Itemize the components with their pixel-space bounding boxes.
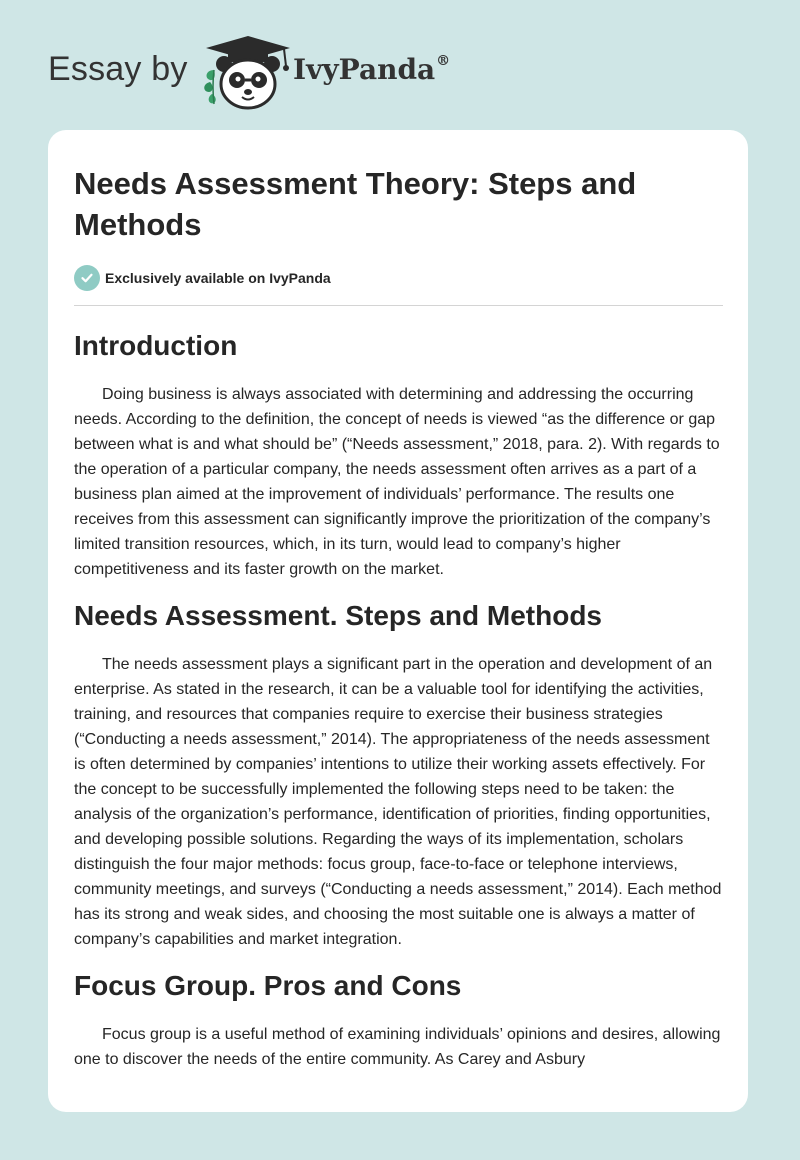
exclusive-badge: [74, 265, 723, 291]
divider: [74, 305, 723, 306]
essay-card: [48, 130, 748, 1112]
registered-mark: ®: [436, 52, 451, 69]
section-paragraph-steps-methods: The needs assessment plays a significant part in the operation and development of an enterprise. As stated in the research, it can be a valuable tool for identifying the activities, training, and resources that companies require to exercise their business strategies (“Conducting a needs assessment,” 2014). The appropriateness of the needs assessment is often determined by companies’ intentions to utilize their working assets effectively. For the concept to be successfully implemented the following steps need to be taken: the analysis of the organization’s performance, identification of priorities, finding opportunities, and developing possible solutions. Regarding the ways of its implementation, scholars distinguish the four major methods: focus group, face-to-face or telephone interviews, community meetings, and surveys (“Conducting a needs assessment,” 2014). Each method has its strong and weak sides, and choosing the most suitable one is always a matter of company’s capabilities and market integration.: [74, 656, 722, 948]
badge-label: Exclusively available on IvyPanda: [105, 270, 331, 286]
site-header: [0, 0, 800, 130]
brand-name[interactable]: IvyPanda®: [293, 52, 451, 86]
section-paragraph-focus-group: Focus group is a useful method of examining individuals’ opinions and desires, allowing one to discover the needs of the entire community. As Carey and Asbury: [74, 1026, 721, 1068]
ivy-leaf-icon: [204, 70, 215, 104]
section-heading-introduction: Introduction: [74, 330, 238, 361]
page-title: Needs Assessment Theory: Steps and Methods: [74, 166, 637, 242]
section-paragraph-introduction: Doing business is always associated with determining and addressing the occurring needs. According to the definition, the concept of needs is viewed “as the difference or gap between what is and what should be” (“Needs assessment,” 2018, para. 2). With regards to the operation of a particular company, the needs assessment often arrives as a part of a business plan aimed at the improvement of individuals’ performance. The results one receives from this assessment can significantly improve the prioritization of the company’s limited transition resources, which, in its turn, would lead to company’s higher competitiveness and its faster growth on the market.: [74, 386, 720, 578]
section-heading-steps-methods: Needs Assessment. Steps and Methods: [74, 600, 603, 631]
section-heading-focus-group: Focus Group. Pros and Cons: [74, 970, 462, 1001]
check-icon: [74, 265, 100, 291]
ivypanda-logo[interactable]: [200, 34, 296, 110]
essay-by-label: Essay by: [48, 50, 188, 88]
essay-content: [74, 163, 723, 1072]
